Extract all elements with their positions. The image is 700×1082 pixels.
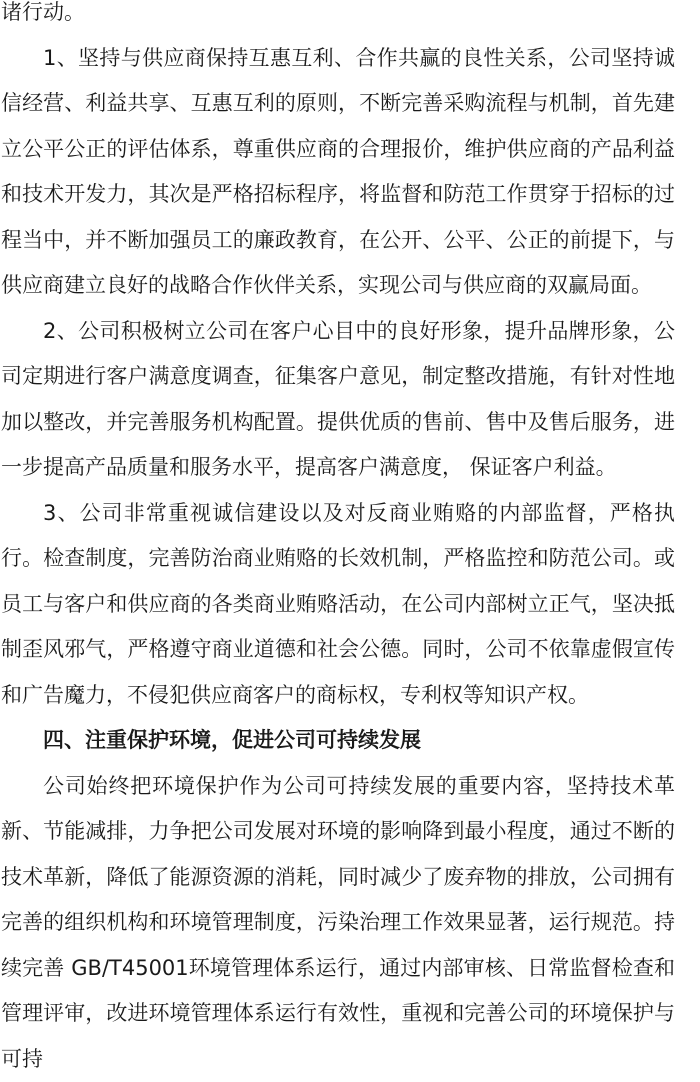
paragraph-supplier-relations: 1、坚持与供应商保持互惠互利、合作共赢的良性关系，公司坚持诚信经营、利益共享、互惠互利的原则，不断完善采购流程与机制，首先建立公平公正的评估体系，尊重供应商的合理报价，维护供应商的产品利益和技术开发力，其次是严格招标程序，将监督和防范工作贯穿于招标的过程当中，并不断加强员工的廉政教育，在公开、公平、公正的前提下，与供应商建立良好的战略合作伙伴关系，实现公司与供应商的双赢局面。 — [1, 36, 675, 309]
paragraph-environment: 公司始终把环境保护作为公司可持续发展的重要内容，坚持技术革新、节能减排，力争把公司发展对环境的影响降到最小程度，通过不断的技术革新，降低了能源资源的消耗，同时减少了废弃物的排放，公司拥有完善的组织机构和环境管理制度，污染治理工作效果显著，运行规范。持续完善 GB/T45001环境管理体系运行，通过内部审核、日常监督检查和管理评审，改进环境管理体系运行有效性，重视和完善公司的环境保护与可持 — [1, 764, 675, 1082]
paragraph-anti-bribery: 3、公司非常重视诚信建设以及对反商业贿赂的内部监督，严格执行。检查制度，完善防治商业贿赂的长效机制，严格监控和防范公司。或员工与客户和供应商的各类商业贿赂活动，在公司内部树立正气，坚决抵制歪风邪气，严格遵守商业道德和社会公德。同时，公司不依靠虚假宣传和广告魔力，不侵犯供应商客户的商标权，专利权等知识产权。 — [1, 491, 675, 719]
paragraph-customer-image: 2、公司积极树立公司在客户心目中的良好形象，提升品牌形象，公司定期进行客户满意度调查，征集客户意见，制定整改措施，有针对性地加以整改，并完善服务机构配置。提供优质的售前、售中及售后服务，进一步提高产品质量和服务水平，提高客户满意度， 保证客户利益。 — [1, 309, 675, 491]
continuation-paragraph: 诸行动。 — [1, 0, 675, 36]
document-body — [1, 0, 675, 1082]
section-heading-environment: 四、注重保护环境，促进公司可持续发展 — [1, 718, 675, 764]
